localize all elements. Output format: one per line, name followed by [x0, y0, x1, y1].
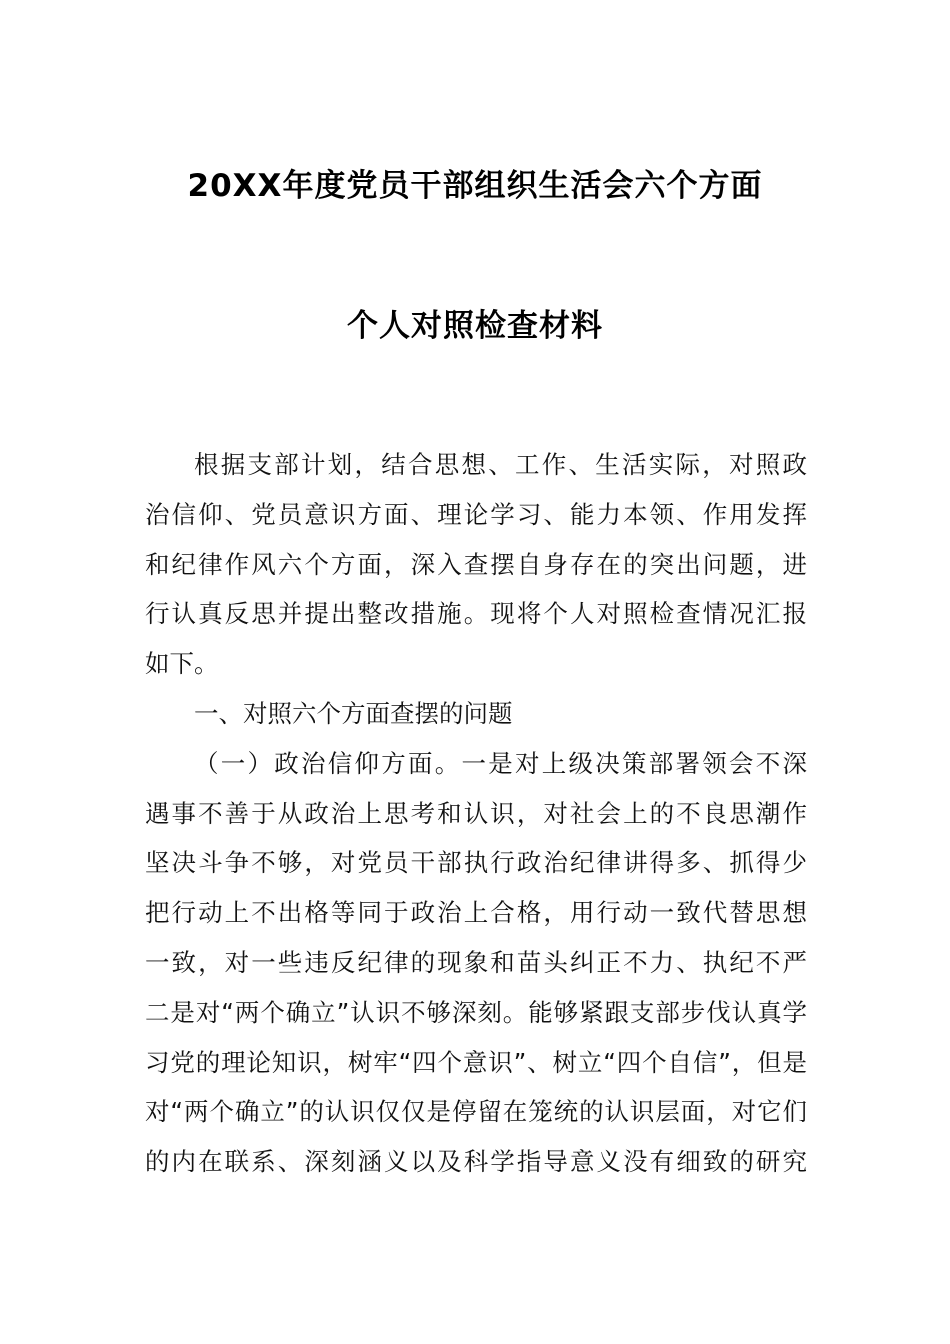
- paragraph-line: 根据支部计划，结合思想、工作、生活实际，对照政: [194, 450, 807, 479]
- paragraph-line: 对“两个确立”的认识仅仅是停留在笼统的认识层面，对它们: [145, 1097, 807, 1127]
- document-title-line-1: 20XX年度党员干部组织生活会六个方面: [187, 168, 763, 204]
- paragraph-line: 行认真反思并提出整改措施。现将个人对照检查情况汇报: [145, 599, 807, 629]
- paragraph-line: （一）政治信仰方面。一是对上级决策部署领会不深: [194, 748, 807, 778]
- paragraph-line: 把行动上不出格等同于政治上合格，用行动一致代替思想: [145, 898, 807, 928]
- document-body: [145, 440, 807, 1187]
- paragraph-line: 和纪律作风六个方面，深入查摆自身存在的突出问题，进: [145, 549, 807, 579]
- paragraph-line: 二是对“两个确立”认识不够深刻。能够紧跟支部步伐认真学: [145, 997, 807, 1027]
- paragraph-line: 治信仰、党员意识方面、理论学习、能力本领、作用发挥: [145, 499, 807, 529]
- paragraph-line: 一致，对一些违反纪律的现象和苗头纠正不力、执纪不严: [145, 947, 807, 977]
- paragraph-line: 的内在联系、深刻涵义以及科学指导意义没有细致的研究: [145, 1147, 807, 1177]
- section-heading: 一、对照六个方面查摆的问题: [194, 698, 513, 728]
- paragraph-line: 如下。: [145, 649, 219, 679]
- paragraph-line: 习党的理论知识，树牢“四个意识”、树立“四个自信”，但是: [145, 1047, 807, 1077]
- paragraph-line: 坚决斗争不够，对党员干部执行政治纪律讲得多、抓得少: [145, 848, 807, 878]
- document-title-line-2: 个人对照检查材料: [347, 308, 603, 344]
- paragraph-line: 遇事不善于从政治上思考和认识，对社会上的不良思潮作: [145, 798, 807, 828]
